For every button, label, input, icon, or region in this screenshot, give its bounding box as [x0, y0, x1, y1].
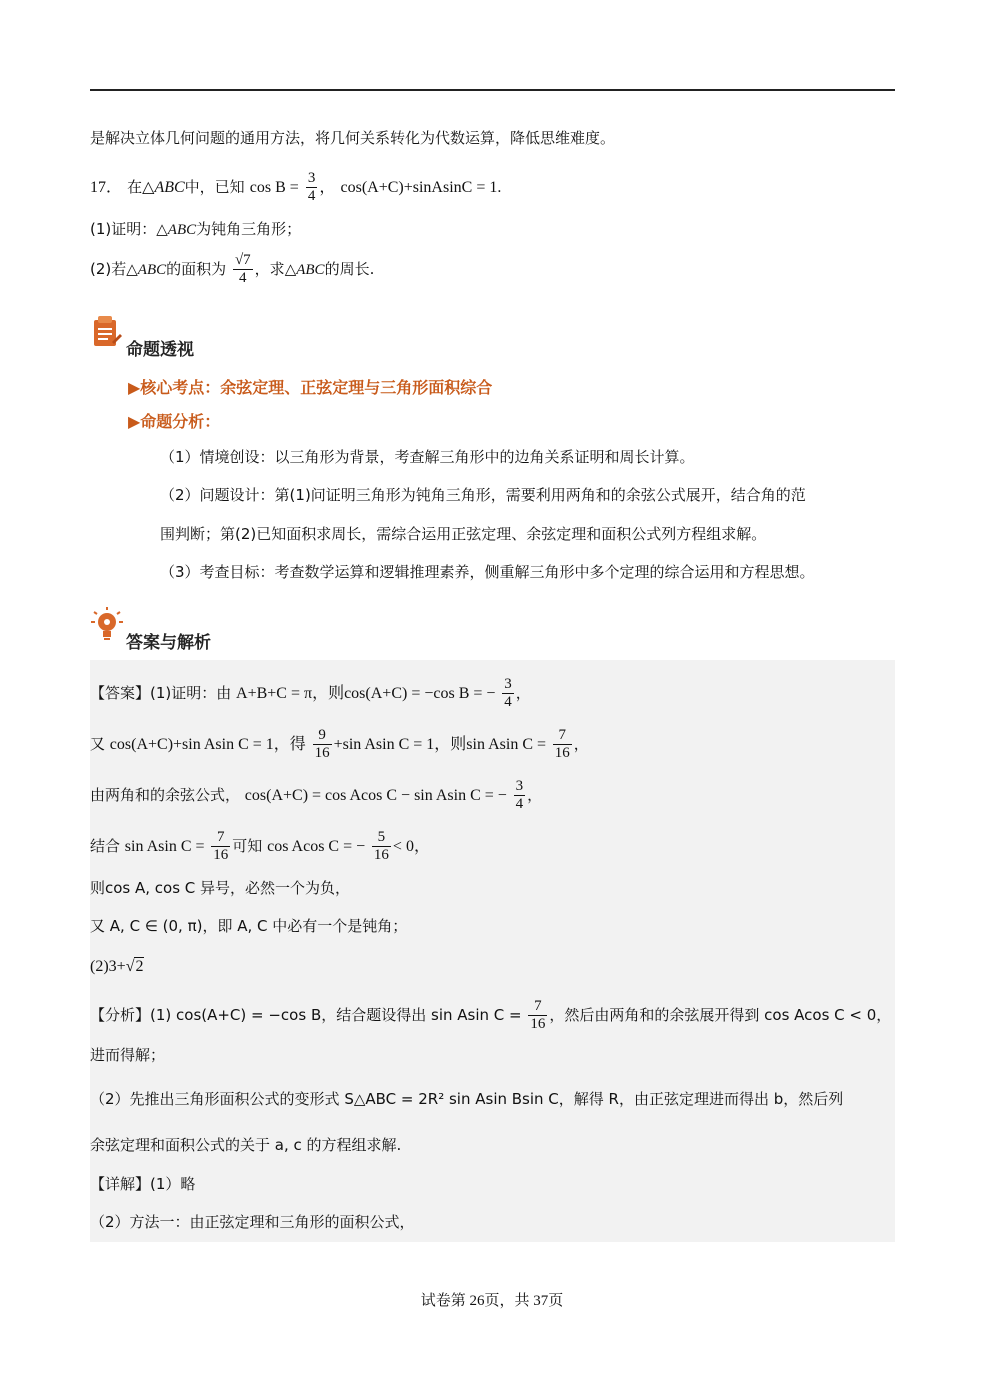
section-title-proposition: 命题透视 [126, 340, 194, 360]
answer-line-4: 结合 sin Asin C = $\frac{7}{16}$ 可知 cos Acos C = − $\frac{5}{16}$ < 0， [90, 829, 430, 863]
analysis-item-3: （3）考查目标：考查数学运算和逻辑推理素养，侧重解三角形中多个定理的综合运用和方程思想。 [160, 563, 815, 581]
core-points: ▶核心考点：余弦定理、正弦定理与三角形面积综合 [128, 378, 493, 397]
answer-part2: (2)3+√2 [90, 958, 144, 975]
analysis-line-1: 【分析】(1) cos(A+C) = −cos B，结合题设得出 sin Asin C = $\frac{7}{16}$ ，然后由两角和的余弦展开得到 cos Acos C < 0， [90, 998, 892, 1032]
intro-line: 是解决立体几何问题的通用方法，将几何关系转化为代数运算，降低思维难度。 [90, 129, 616, 147]
analysis-item-2a: （2）问题设计：第(1)问证明三角形为钝角三角形，需要利用两角和的余弦公式展开，结合角的范 [160, 486, 806, 504]
analysis-item-2b: 围判断；第(2)已知面积求周长，需综合运用正弦定理、余弦定理和面积公式列方程组求解。 [160, 525, 767, 543]
answer-line-6: 又 A, C ∈ (0, π)，即 A, C 中必有一个是钝角； [90, 917, 408, 935]
answer-line-1: 【答案】(1)证明：由 A+B+C = π，则cos(A+C) = −cos B = − $\frac{3}{4}$ ， [90, 676, 531, 710]
problem-part2: (2)若△ABC的面积为 $\frac{√7}{4}$ ，求△ABC的周长. [90, 252, 375, 286]
problem-part1: (1)证明：△ABC为钝角三角形； [90, 220, 302, 238]
lightbulb-icon [90, 606, 124, 644]
analysis-line-4: 余弦定理和面积公式的关于 a, c 的方程组求解. [90, 1136, 402, 1154]
detail-line-2: （2）方法一：由正弦定理和三角形的面积公式， [90, 1213, 415, 1231]
answer-line-5: 则cos A, cos C 异号，必然一个为负， [90, 879, 351, 897]
header-rule [90, 89, 895, 91]
analysis-label: ▶命题分析： [128, 412, 221, 431]
notepad-icon [90, 314, 124, 350]
detail-line-1: 【详解】(1）略 [90, 1175, 196, 1193]
answer-line-3: 由两角和的余弦公式， cos(A+C) = cos Acos C − sin Asin C = − $\frac{3}{4}$ ， [90, 778, 543, 812]
problem-stem: 17． 在△ABC中，已知 cos B = $\frac{3}{4}$ ， cos(A+C)+sinAsinC = 1. [90, 170, 502, 204]
section-title-answer: 答案与解析 [126, 633, 211, 653]
answer-line-2: 又 cos(A+C)+sin Asin C = 1，得 $\frac{9}{16}$ +sin Asin C = 1，则sin Asin C = $\frac{7}{16}$ ， [90, 727, 589, 761]
analysis-line-2: 进而得解； [90, 1046, 166, 1064]
analysis-item-1: （1）情境创设：以三角形为背景，考查解三角形中的边角关系证明和周长计算。 [160, 448, 695, 466]
page-footer: 试卷第 26页，共 37页 [420, 1293, 564, 1309]
analysis-line-3: （2）先推出三角形面积公式的变形式 S△ABC = 2R² sin Asin Bsin C，解得 R，由正弦定理进而得出 b，然后列 [90, 1090, 844, 1108]
